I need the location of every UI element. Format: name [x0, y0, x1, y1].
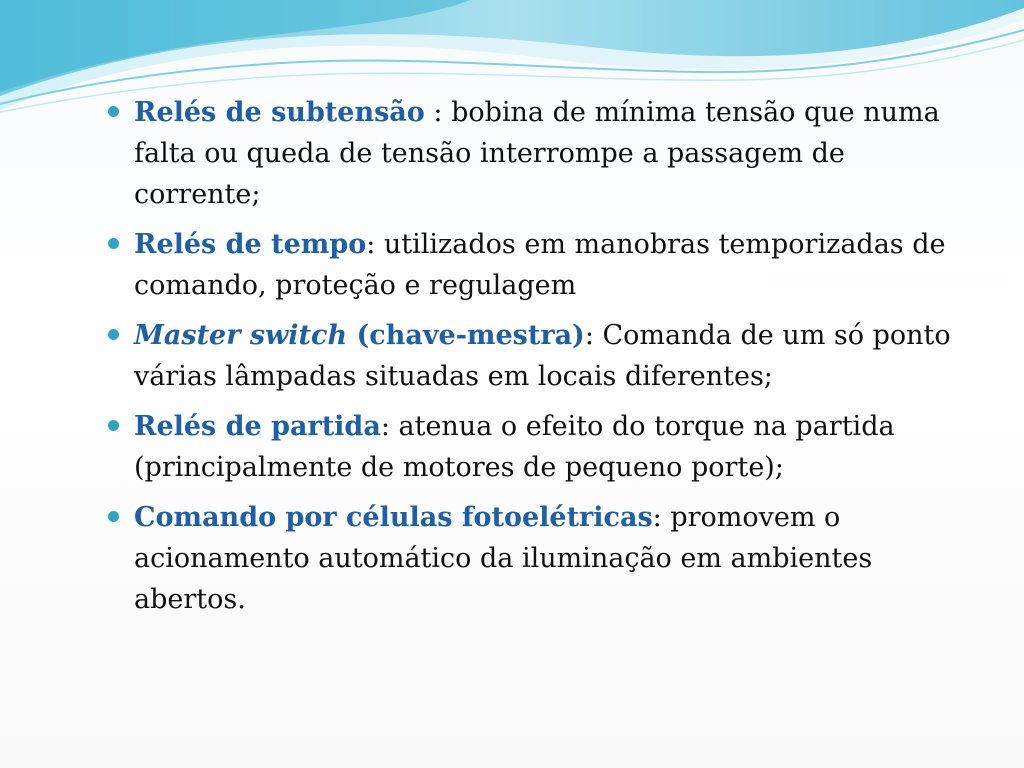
bullet-term: Comando por células fotoelétricas — [134, 502, 653, 533]
bullet-term: (chave-mestra) — [347, 320, 585, 351]
list-item — [106, 406, 976, 488]
bullet-list — [106, 92, 976, 620]
list-item — [106, 315, 976, 397]
bullet-text: : bobina de mínima tensão que numa falta ou queda de tensão interrompe a passagem de corrente; — [134, 97, 940, 210]
bullet-text: : utilizados em manobras temporizadas de comando, proteção e regulagem — [134, 229, 946, 301]
bullet-text: : atenua o efeito do torque na partida (principalmente de motores de pequeno porte); — [134, 411, 895, 483]
bullet-term: Relés de subtensão — [134, 97, 425, 128]
bullet-dot-icon — [108, 511, 119, 522]
list-item — [106, 497, 976, 620]
bullet-text: : Comanda de um só ponto várias lâmpadas situadas em locais diferentes; — [134, 320, 951, 392]
list-item — [106, 224, 976, 306]
bullet-dot-icon — [108, 420, 119, 431]
list-item — [106, 92, 976, 215]
bullet-text: : promovem o acionamento automático da iluminação em ambientes abertos. — [134, 502, 873, 615]
bullet-term: Relés de tempo — [134, 229, 367, 260]
bullet-term-italic: Master switch — [134, 320, 348, 351]
slide-content — [106, 92, 976, 629]
bullet-dot-icon — [108, 106, 119, 117]
bullet-dot-icon — [108, 238, 119, 249]
bullet-term: Relés de partida — [134, 411, 381, 442]
bullet-dot-icon — [108, 329, 119, 340]
